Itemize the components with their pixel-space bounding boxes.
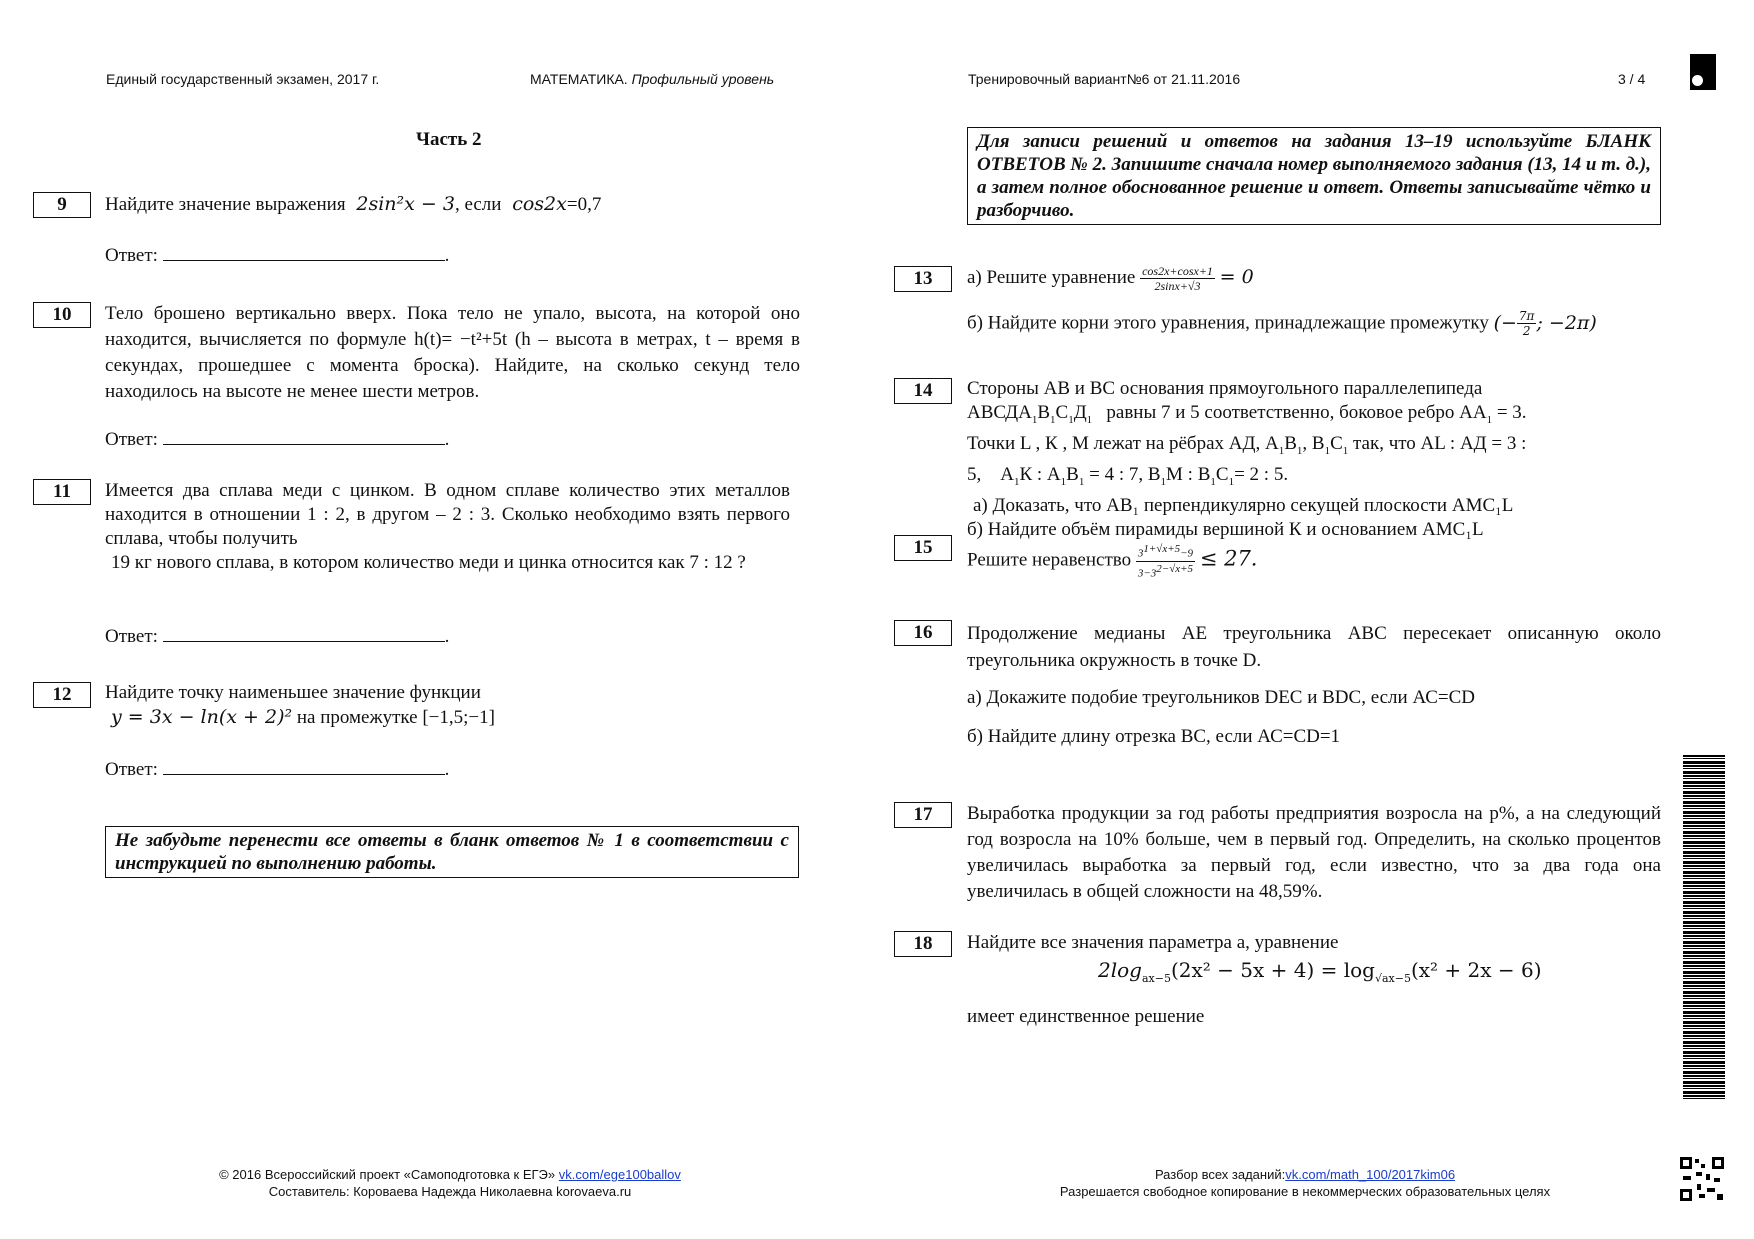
task-number-14: 14	[894, 378, 952, 404]
answer-blank[interactable]	[163, 623, 445, 642]
answer-label: Ответ:	[105, 759, 158, 780]
answer-label: Ответ:	[105, 429, 158, 450]
answer-line-10[interactable]: Ответ: .	[105, 426, 449, 452]
task-10-text: Тело брошено вертикально вверх. Пока тело не упало, высота, на которой оно находится, вычисляется по формуле h(t)= −t²+5t (h – высота в метрах, t – время в секундах, прошедшее с момента броска). Найдите, на сколько секунд тело находилось на высоте не менее шести метров.	[105, 303, 800, 402]
task-14-line-1: Стороны АВ и ВС основания прямоугольного параллелепипеда	[967, 378, 1483, 399]
barcode-image	[1683, 755, 1725, 1100]
task-18-equation: $2\log_{ax-5}(2x^2 - 5x + 4) = \log_{√ax-5}(x^2 + 2x - 6)$	[1098, 958, 1542, 985]
task-9-cos-expression: cos2x	[506, 193, 567, 215]
footer-left	[160, 1166, 740, 1200]
task-11-text	[105, 479, 790, 575]
task-number-10: 10	[33, 302, 91, 328]
task-13-b-label: б) Найдите корни этого уравнения, принадлежащие промежутку	[967, 312, 1489, 334]
answer-label: Ответ:	[105, 626, 158, 647]
instructions-box: Для записи решений и ответов на задания 13–19 используйте БЛАНК ОТВЕТОВ № 2. Запишите сначала номер выполняемого задания (13, 14 и т. д.), а затем полное обоснованное решение и ответ. Ответы записывайте чётко и разборчиво.	[967, 127, 1661, 225]
task-14-part-a: а) Доказать, что АВ₁ перпендикулярно секущей плоскости АМС₁L	[973, 495, 1514, 517]
task-14-line-4: 5, $А_1К$ : $А_1В_1 = 4$ : 7, $В_1М$ : $В_1С_1= 2$ : 5.	[967, 464, 1289, 488]
answer-line-12[interactable]: Ответ: .	[105, 756, 449, 782]
task-number-16: 16	[894, 620, 952, 646]
task-15-inequality: ≤ 27.	[1199, 546, 1258, 571]
answer-line-9[interactable]: Ответ: .	[105, 242, 449, 268]
header-variant: Тренировочный вариант№6 от 21.11.2016	[968, 71, 1241, 87]
task-15-statement: Решите неравенство	[967, 549, 1132, 571]
footer-review: Разбор всех заданий:	[1154, 1167, 1286, 1182]
task-9-text	[105, 192, 601, 217]
task-13-part-b	[967, 309, 1597, 338]
header-page-number: 3 / 4	[1618, 71, 1646, 87]
footer-right	[1000, 1166, 1610, 1200]
header-level: Профильный уровень	[631, 71, 775, 87]
footer-copyright-line	[160, 1166, 740, 1183]
corner-marker-icon	[1690, 54, 1716, 90]
task-11-part-1: Имеется два сплава меди с цинком. В одном сплаве количество этих металлов находится в отношении 1 : 2, в другом – 2 : 3. Сколько необходимо взять первого сплава, чтобы получить	[105, 480, 790, 549]
task-number-18: 18	[894, 931, 952, 957]
task-16-part-a: а) Докажите подобие треугольников DEC и BDC, если АС=CD	[967, 687, 1475, 708]
answer-blank[interactable]	[163, 756, 445, 775]
answer-label: Ответ:	[105, 245, 158, 266]
task-12-function-line	[105, 705, 495, 730]
task-13-a-label: а) Решите уравнение	[967, 266, 1136, 288]
task-16-part-b: б) Найдите длину отрезка ВС, если АС=CD=1	[967, 726, 1341, 747]
footer-review-line	[1000, 1166, 1610, 1183]
task-12-function: y = 3x − ln(x + 2)²	[111, 706, 293, 728]
task-13-interval: (− $\frac{7\pi}{2}$ ; −2π)	[1493, 309, 1597, 338]
footer-copyright: © 2016 Всероссийский проект «Самоподготовка к ЕГЭ»	[219, 1167, 556, 1182]
answer-blank[interactable]	[163, 426, 445, 445]
task-13-equals-zero: = 0	[1219, 265, 1254, 288]
footer-review-link[interactable]: vk.com/math_100/2017kim06	[1285, 1167, 1456, 1182]
task-14-line-3: Точки L , К , М лежат на рёбрах АД, $А_1В_1$, $В_1С_1$ так, что АL : АД = 3 :	[967, 432, 1527, 457]
qr-code-icon	[1679, 1156, 1725, 1202]
task-16-text: Продолжение медианы АЕ треугольника АВС пересекает описанную около треугольника окружность в точке D.	[967, 623, 1661, 671]
task-18-text: Найдите все значения параметра а, уравнение	[967, 932, 1339, 953]
answer-blank[interactable]	[163, 242, 445, 261]
task-14-part-b: б) Найдите объём пирамиды вершиной К и основанием АМС₁L	[967, 518, 1484, 540]
task-number-12: 12	[33, 682, 91, 708]
task-number-9: 9	[33, 192, 91, 218]
task-15-fraction: $\frac{3^{1+√x+5}-9}{3-3^{2-√x+5}}$	[1137, 543, 1194, 580]
task-14-text	[967, 377, 1652, 541]
task-number-11: 11	[33, 479, 91, 505]
part-title: Часть 2	[416, 129, 482, 150]
task-12-text	[105, 681, 495, 730]
task-number-13: 13	[894, 266, 952, 292]
task-9-statement: Найдите значение выражения	[105, 194, 346, 215]
task-9-value: =0,7	[566, 194, 602, 215]
footer-author: Составитель: Короваева Надежда Николаевна korovaeva.ru	[268, 1184, 632, 1199]
task-17-text: Выработка продукции за год работы предприятия возросла на p%, а на следующий год возросла на 10% больше, чем в первый год. Определить, на сколько процентов увеличилась выработка за первый год, если известно, что за два года она увеличилась в общей сложности на 48,59%.	[967, 803, 1661, 902]
task-13-part-a	[967, 264, 1254, 293]
header-subject-name: МАТЕМАТИКА.	[530, 71, 628, 87]
task-18-tail: имеет единственное решение	[967, 1006, 1205, 1027]
task-9-condition: , если	[454, 194, 502, 215]
task-15-text	[967, 542, 1257, 580]
header-exam: Единый государственный экзамен, 2017 г.	[106, 71, 380, 87]
task-12-interval: на промежутке [−1,5;−1]	[296, 707, 495, 728]
task-11-part-2: 19 кг нового сплава, в котором количество меди и цинка относится как 7 : 12 ?	[111, 552, 746, 573]
answer-line-11[interactable]: Ответ: .	[105, 623, 449, 649]
task-14-line-2: $АВСДА_1В_1С_1Д_1$ равны 7 и 5 соответственно, боковое ребро $АА_1 = 3$.	[967, 401, 1527, 426]
task-number-15: 15	[894, 535, 952, 561]
header-subject	[530, 71, 774, 87]
reminder-box: Не забудьте перенести все ответы в бланк ответов № 1 в соответствии с инструкцией по выполнению работы.	[105, 826, 799, 878]
task-9-expression: 2sin²x − 3	[350, 193, 455, 215]
task-number-17: 17	[894, 802, 952, 828]
task-13-fraction: $\frac{\cos 2x+\cos x+1}{2\sin x+√3}$	[1142, 264, 1213, 293]
footer-project-link[interactable]: vk.com/ege100ballov	[558, 1167, 681, 1182]
footer-license: Разрешается свободное копирование в некоммерческих образовательных целях	[1059, 1184, 1551, 1199]
task-12-statement: Найдите точку наименьшее значение функции	[105, 682, 481, 703]
